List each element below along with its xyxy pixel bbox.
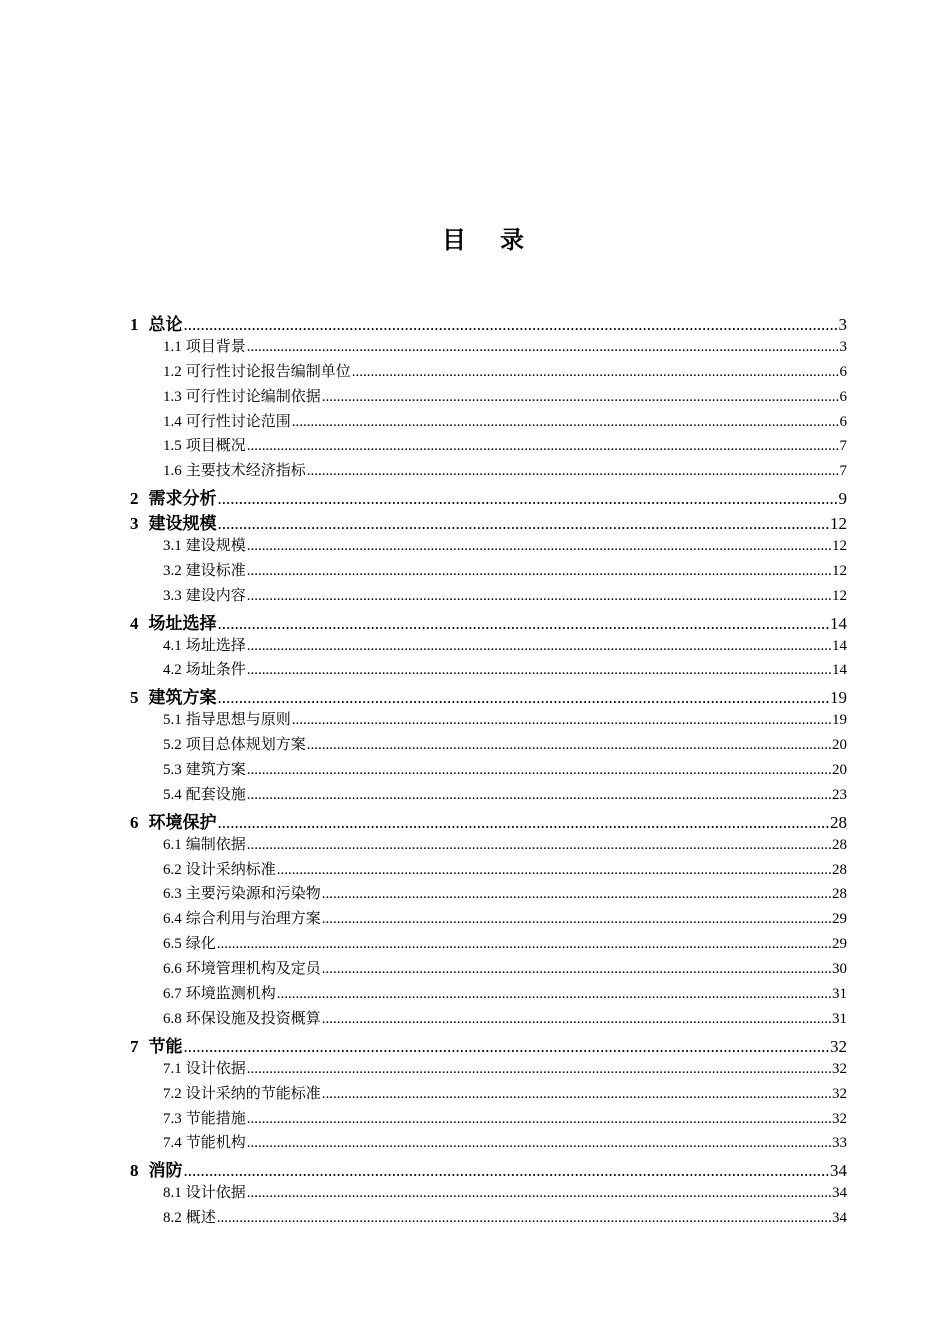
toc-dot-leader xyxy=(247,563,831,580)
toc-entry-number: 3.1 xyxy=(163,538,182,555)
toc-entry-title: 建设规模 xyxy=(185,538,246,555)
toc-entry-number: 1.2 xyxy=(163,363,182,380)
toc-entry-number: 1.6 xyxy=(163,463,182,480)
toc-section-entry[interactable] xyxy=(130,634,847,659)
toc-section-entry[interactable] xyxy=(130,708,847,733)
toc-page-number: 31 xyxy=(832,1010,847,1027)
toc-page-number: 28 xyxy=(830,812,847,832)
toc-page-number: 12 xyxy=(830,514,847,534)
toc-entry-title: 可行性讨论报告编制单位 xyxy=(185,363,351,380)
toc-page-number: 6 xyxy=(839,413,847,430)
toc-dot-leader xyxy=(247,339,839,356)
toc-section-entry[interactable] xyxy=(130,982,847,1007)
toc-entry-number: 5 xyxy=(130,688,139,708)
toc-dot-leader xyxy=(307,463,839,480)
toc-page-number: 32 xyxy=(832,1110,847,1127)
toc-page-number: 34 xyxy=(830,1161,847,1181)
toc-entry-title: 设计依据 xyxy=(185,1060,246,1077)
toc-dot-leader xyxy=(247,438,839,455)
toc-entry-number: 3.3 xyxy=(163,587,182,604)
toc-dot-leader xyxy=(277,986,831,1003)
toc-section-entry[interactable] xyxy=(130,1082,847,1107)
toc-entry-number: 6.5 xyxy=(163,936,182,953)
toc-entry-title: 可行性讨论范围 xyxy=(185,413,291,430)
toc-chapter-entry[interactable] xyxy=(130,808,847,833)
toc-entry-number: 6.7 xyxy=(163,986,182,1003)
toc-dot-leader xyxy=(292,414,839,431)
toc-entry-title: 建设内容 xyxy=(185,587,246,604)
toc-entry-title: 建筑方案 xyxy=(185,762,246,779)
toc-section-entry[interactable] xyxy=(130,758,847,783)
toc-dot-leader xyxy=(218,614,830,634)
toc-dot-leader xyxy=(322,911,831,928)
toc-page-number: 28 xyxy=(832,836,847,853)
toc-entry-number: 1.4 xyxy=(163,413,182,430)
toc-chapter-entry[interactable] xyxy=(130,1032,847,1057)
toc-section-entry[interactable] xyxy=(130,907,847,932)
toc-entry-title: 环境管理机构及定员 xyxy=(185,961,321,978)
toc-entry-title: 场址选择 xyxy=(148,613,217,633)
toc-entry-number: 4.1 xyxy=(163,637,182,654)
toc-section-entry[interactable] xyxy=(130,584,847,609)
toc-section-entry[interactable] xyxy=(130,410,847,435)
toc-entry-number: 5.2 xyxy=(163,737,182,754)
toc-dot-leader xyxy=(322,1011,831,1028)
toc-section-entry[interactable] xyxy=(130,335,847,360)
toc-entry-number: 4.2 xyxy=(163,662,182,679)
toc-page-number: 12 xyxy=(832,538,847,555)
toc-page-number: 9 xyxy=(838,489,847,509)
toc-entry-title: 场址条件 xyxy=(185,662,246,679)
toc-dot-leader xyxy=(247,787,831,804)
toc-page-number: 3 xyxy=(839,338,847,355)
toc-page-number: 14 xyxy=(832,637,847,654)
toc-section-entry[interactable] xyxy=(130,1206,847,1231)
toc-entry-number: 8.1 xyxy=(163,1185,182,1202)
toc-entry-title: 项目背景 xyxy=(185,338,246,355)
toc-page-number: 7 xyxy=(839,463,847,480)
toc-entry-number: 5.4 xyxy=(163,786,182,803)
toc-entry-title: 主要技术经济指标 xyxy=(185,463,306,480)
toc-page-number: 33 xyxy=(832,1135,847,1152)
toc-section-entry[interactable] xyxy=(130,932,847,957)
toc-entry-title: 建设标准 xyxy=(185,562,246,579)
toc-dot-leader xyxy=(322,886,831,903)
toc-section-entry[interactable] xyxy=(130,434,847,459)
toc-entry-number: 8 xyxy=(130,1161,139,1181)
toc-entry-title: 节能 xyxy=(148,1036,183,1056)
toc-page-number: 14 xyxy=(832,662,847,679)
toc-section-entry[interactable] xyxy=(130,559,847,584)
toc-entry-title: 需求分析 xyxy=(148,489,217,509)
toc-dot-leader xyxy=(247,1061,831,1078)
toc-entry-number: 5.1 xyxy=(163,712,182,729)
toc-entry-number: 6.2 xyxy=(163,861,182,878)
toc-entry-title: 场址选择 xyxy=(185,637,246,654)
toc-dot-leader xyxy=(247,1185,831,1202)
toc-section-entry[interactable] xyxy=(130,882,847,907)
toc-entry-number: 1 xyxy=(130,315,139,334)
toc-page-number: 14 xyxy=(830,613,847,633)
toc-section-entry[interactable] xyxy=(130,1007,847,1032)
toc-page-number: 29 xyxy=(832,911,847,928)
table-of-contents xyxy=(130,310,847,1231)
toc-entry-number: 3 xyxy=(130,514,139,534)
toc-dot-leader xyxy=(218,514,830,534)
toc-section-entry[interactable] xyxy=(130,733,847,758)
toc-dot-leader xyxy=(247,762,831,779)
toc-dot-leader xyxy=(218,813,830,833)
toc-entry-title: 编制依据 xyxy=(185,836,246,853)
toc-chapter-entry[interactable] xyxy=(130,484,847,509)
toc-page-number: 29 xyxy=(832,936,847,953)
toc-page-number: 32 xyxy=(830,1036,847,1056)
toc-entry-number: 7.2 xyxy=(163,1085,182,1102)
toc-entry-title: 概述 xyxy=(185,1210,216,1227)
toc-entry-number: 6 xyxy=(130,812,139,832)
toc-entry-title: 节能措施 xyxy=(185,1110,246,1127)
toc-page-number: 19 xyxy=(832,712,847,729)
toc-section-entry[interactable] xyxy=(130,658,847,683)
toc-entry-number: 8.2 xyxy=(163,1210,182,1227)
toc-dot-leader xyxy=(217,936,831,953)
toc-entry-number: 6.8 xyxy=(163,1010,182,1027)
toc-entry-number: 1.5 xyxy=(163,438,182,455)
toc-entry-title: 项目总体规划方案 xyxy=(185,737,306,754)
toc-dot-leader xyxy=(218,489,838,509)
toc-entry-number: 2 xyxy=(130,489,139,509)
toc-dot-leader xyxy=(247,1135,831,1152)
toc-section-entry[interactable] xyxy=(130,360,847,385)
toc-chapter-entry[interactable] xyxy=(130,509,847,534)
toc-entry-title: 环境保护 xyxy=(148,812,217,832)
page-title: 目 录 xyxy=(442,228,538,254)
toc-entry-title: 配套设施 xyxy=(185,786,246,803)
toc-dot-leader xyxy=(247,837,831,854)
toc-entry-number: 5.3 xyxy=(163,762,182,779)
toc-page-number: 28 xyxy=(832,886,847,903)
toc-entry-title: 环保设施及投资概算 xyxy=(185,1010,321,1027)
toc-entry-number: 1.3 xyxy=(163,388,182,405)
toc-section-entry[interactable] xyxy=(130,534,847,559)
toc-entry-number: 6.3 xyxy=(163,886,182,903)
toc-entry-title: 绿化 xyxy=(185,936,216,953)
toc-entry-title: 项目概况 xyxy=(185,438,246,455)
toc-page-number: 23 xyxy=(832,786,847,803)
toc-chapter-entry[interactable] xyxy=(130,609,847,634)
toc-dot-leader xyxy=(247,662,831,679)
toc-page-number: 6 xyxy=(839,388,847,405)
toc-section-entry[interactable] xyxy=(130,1057,847,1082)
toc-page-number: 20 xyxy=(832,762,847,779)
toc-page-number: 34 xyxy=(832,1185,847,1202)
toc-section-entry[interactable] xyxy=(130,858,847,883)
toc-dot-leader xyxy=(184,1037,830,1057)
toc-page-number: 31 xyxy=(832,986,847,1003)
toc-dot-leader xyxy=(247,588,831,605)
toc-entry-title: 设计采纳标准 xyxy=(185,861,276,878)
toc-page-number: 32 xyxy=(832,1060,847,1077)
toc-section-entry[interactable] xyxy=(130,385,847,410)
toc-page-number: 20 xyxy=(832,737,847,754)
toc-dot-leader xyxy=(322,961,831,978)
toc-entry-title: 指导思想与原则 xyxy=(185,712,291,729)
toc-entry-number: 7.1 xyxy=(163,1060,182,1077)
toc-entry-title: 设计采纳的节能标准 xyxy=(185,1085,321,1102)
toc-page-number: 32 xyxy=(832,1085,847,1102)
toc-entry-title: 可行性讨论编制依据 xyxy=(185,388,321,405)
toc-entry-number: 6.6 xyxy=(163,961,182,978)
toc-page-number: 19 xyxy=(830,688,847,708)
toc-dot-leader xyxy=(184,315,838,335)
toc-page-number: 34 xyxy=(832,1210,847,1227)
toc-page-number: 30 xyxy=(832,961,847,978)
toc-section-entry[interactable] xyxy=(130,459,847,484)
toc-entry-number: 3.2 xyxy=(163,562,182,579)
toc-entry-title: 节能机构 xyxy=(185,1135,246,1152)
toc-chapter-entry[interactable] xyxy=(130,310,847,335)
toc-section-entry[interactable] xyxy=(130,783,847,808)
toc-dot-leader xyxy=(247,538,831,555)
toc-dot-leader xyxy=(322,1086,831,1103)
toc-entry-number: 7.4 xyxy=(163,1135,182,1152)
toc-chapter-entry[interactable] xyxy=(130,1156,847,1181)
toc-entry-title: 总论 xyxy=(148,315,183,334)
toc-dot-leader xyxy=(292,712,831,729)
toc-entry-number: 4 xyxy=(130,613,139,633)
toc-entry-title: 主要污染源和污染物 xyxy=(185,886,321,903)
toc-dot-leader xyxy=(247,638,831,655)
toc-page-number: 6 xyxy=(839,363,847,380)
toc-page-number: 28 xyxy=(832,861,847,878)
toc-section-entry[interactable] xyxy=(130,1181,847,1206)
toc-dot-leader xyxy=(307,737,831,754)
toc-section-entry[interactable] xyxy=(130,957,847,982)
toc-entry-title: 综合利用与治理方案 xyxy=(185,911,321,928)
toc-entry-number: 6.1 xyxy=(163,836,182,853)
toc-section-entry[interactable] xyxy=(130,1131,847,1156)
toc-entry-number: 6.4 xyxy=(163,911,182,928)
toc-entry-number: 7 xyxy=(130,1036,139,1056)
toc-entry-number: 1.1 xyxy=(163,338,182,355)
toc-dot-leader xyxy=(352,364,839,381)
toc-dot-leader xyxy=(218,688,830,708)
toc-page-number: 12 xyxy=(832,562,847,579)
toc-dot-leader xyxy=(184,1161,830,1181)
toc-dot-leader xyxy=(247,1111,831,1128)
toc-dot-leader xyxy=(277,862,831,879)
toc-page-number: 3 xyxy=(838,315,847,334)
toc-entry-title: 设计依据 xyxy=(185,1185,246,1202)
toc-entry-title: 消防 xyxy=(148,1161,183,1181)
toc-dot-leader xyxy=(217,1210,831,1227)
toc-section-entry[interactable] xyxy=(130,1107,847,1132)
toc-entry-title: 建设规模 xyxy=(148,514,217,534)
toc-dot-leader xyxy=(322,389,839,406)
toc-page-number: 12 xyxy=(832,587,847,604)
toc-entry-number: 7.3 xyxy=(163,1110,182,1127)
toc-entry-title: 建筑方案 xyxy=(148,688,217,708)
toc-chapter-entry[interactable] xyxy=(130,683,847,708)
toc-entry-title: 环境监测机构 xyxy=(185,986,276,1003)
toc-page-number: 7 xyxy=(839,438,847,455)
toc-section-entry[interactable] xyxy=(130,833,847,858)
